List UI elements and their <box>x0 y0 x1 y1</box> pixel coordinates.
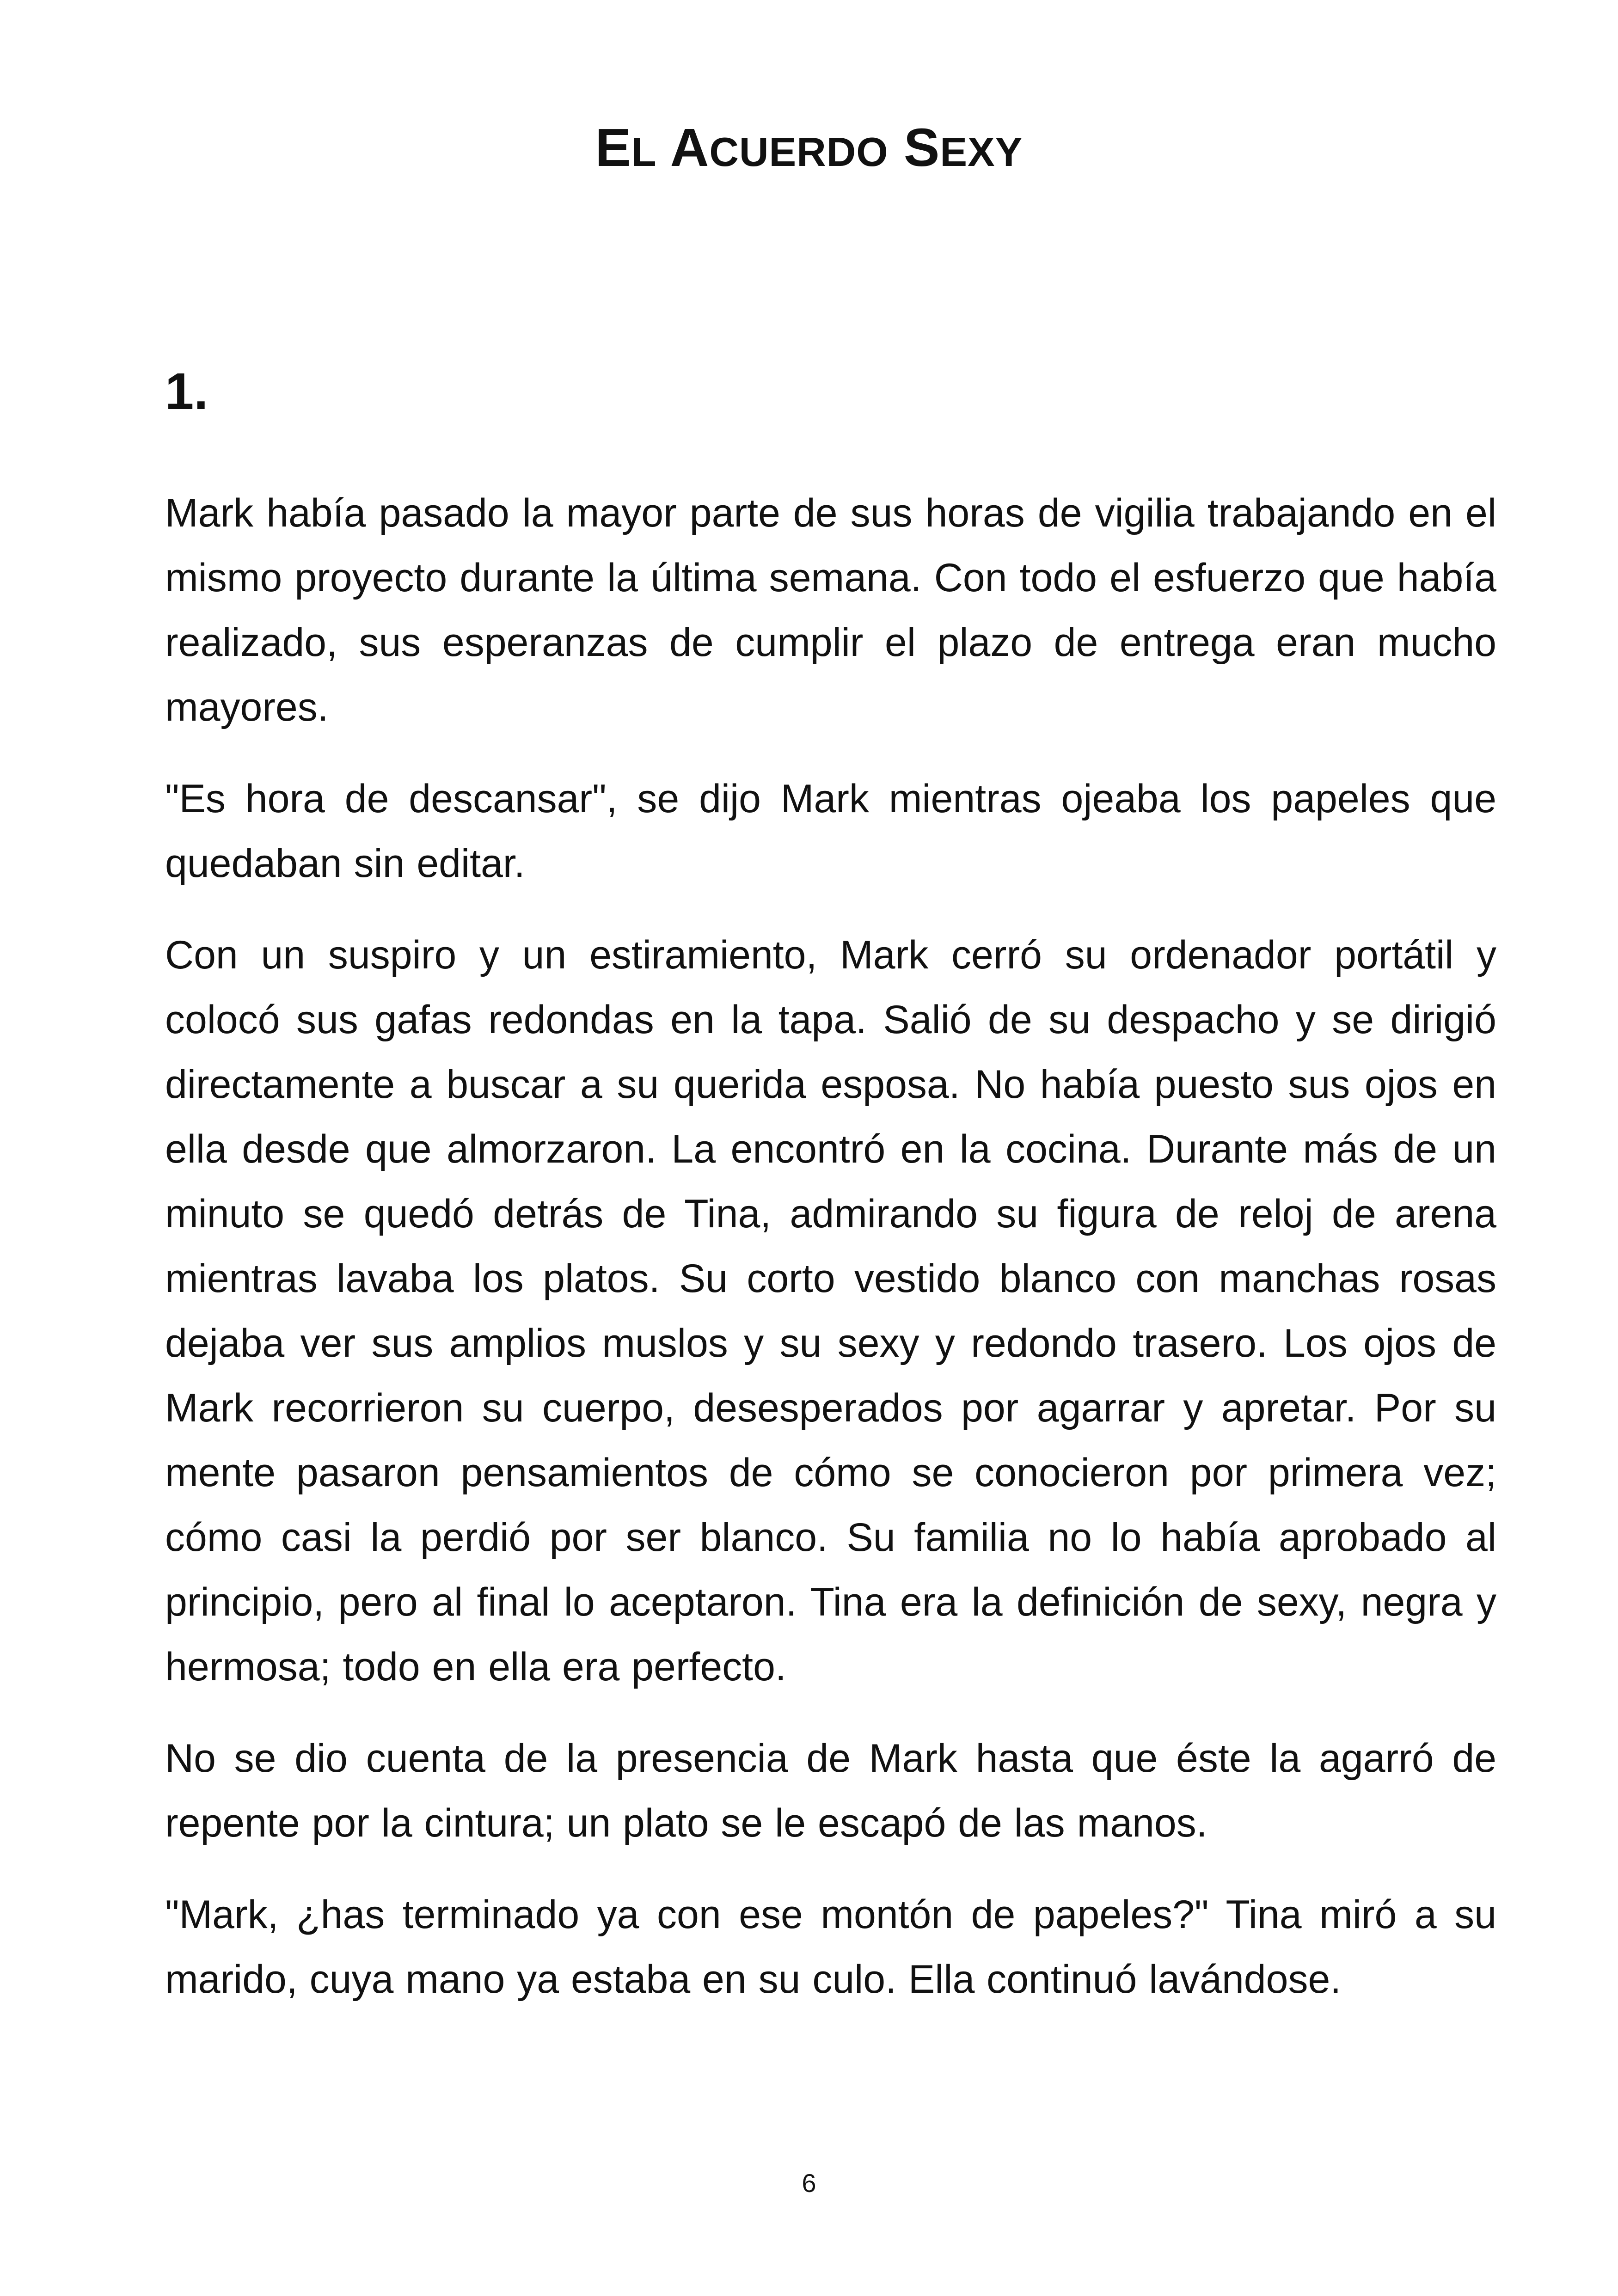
paragraph: Mark había pasado la mayor parte de sus horas de vigilia trabajando en el mismo proyecto durante la última semana. Con todo el esfuerzo que había realizado, sus esperanzas de cumplir el plazo de entrega eran mucho mayores. <box>165 491 1496 729</box>
paragraph: "Mark, ¿has terminado ya con ese montón de papeles?" Tina miró a su marido, cuya mano ya estaba en su culo. Ella continuó lavándose. <box>165 1892 1496 2002</box>
paragraph: "Es hora de descansar", se dijo Mark mientras ojeaba los papeles que quedaban sin editar. <box>165 777 1496 886</box>
title-word: SEXY <box>903 117 1023 178</box>
page-title <box>0 116 1618 180</box>
title-word: EL <box>595 117 657 178</box>
chapter-heading: 1. <box>165 362 208 420</box>
body-text <box>165 481 1496 2039</box>
title-word: ACUERDO <box>670 117 889 178</box>
paragraph: Con un suspiro y un estiramiento, Mark cerró su ordenador portátil y colocó sus gafas redondas en la tapa. Salió de su despacho y se dirigió directamente a buscar a su querida esposa. No había puesto sus ojos en ella desde que almorzaron. La encontró en la cocina. Durante más de un minuto se quedó detrás de Tina, admirando su figura de reloj de arena mientras lavaba los platos. Su corto vestido blanco con manchas rosas dejaba ver sus amplios muslos y su sexy y redondo trasero. Los ojos de Mark recorrieron su cuerpo, desesperados por agarrar y apretar. Por su mente pasaron pensamientos de cómo se conocieron por primera vez; cómo casi la perdió por ser blanco. Su familia no lo había aprobado al principio, pero al final lo aceptaron. Tina era la definición de sexy, negra y hermosa; todo en ella era perfecto. <box>165 933 1496 1689</box>
paragraph: No se dio cuenta de la presencia de Mark hasta que éste la agarró de repente por la cintura; un plato se le escapó de las manos. <box>165 1736 1496 1845</box>
page-number: 6 <box>802 2168 816 2198</box>
